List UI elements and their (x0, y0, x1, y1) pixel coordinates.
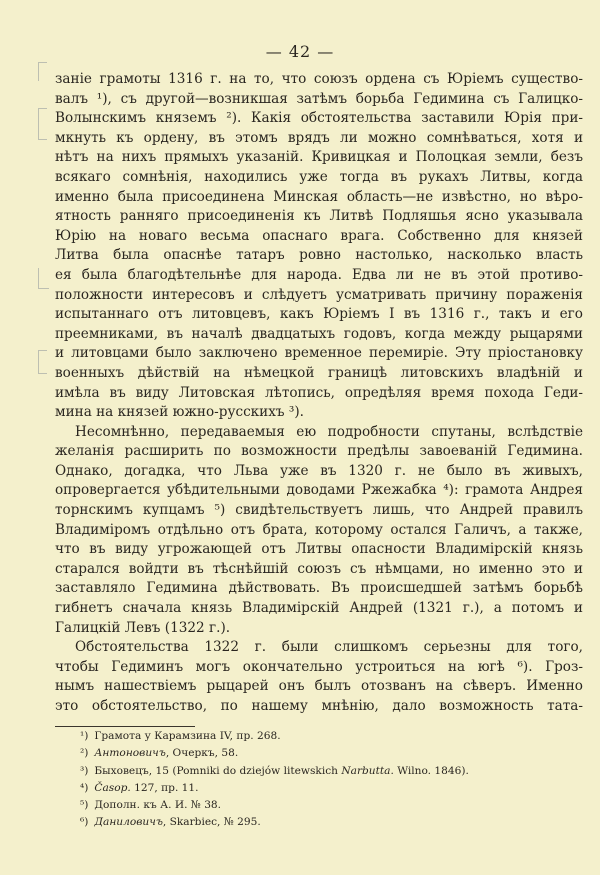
footnote-text: Časop. (94, 781, 131, 794)
text-line: испытаннаго отъ литовцевъ, какъ Юріемъ I въ 1316 г., такъ и его (55, 306, 583, 323)
footnote-text: Narbutta (341, 764, 391, 777)
footnote-text: . Wilno. 1846). (390, 764, 469, 777)
footnote (80, 814, 560, 831)
footnote-text: Даниловичъ (94, 816, 163, 829)
text-line: старался войдти въ тѣснѣйшій союзъ съ нѣмцами, но именно это и (55, 560, 583, 577)
text-line: Обстоятельства 1322 г. были слишкомъ серьезны для того, (75, 639, 583, 656)
footnotes (80, 728, 560, 832)
text-line: опровергается убѣдительными доводами Ржежабка ⁴): грамота Андрея (55, 482, 583, 499)
text-line: и литовцами было заключено временное перемиріе. Эту пріостановку (55, 345, 583, 362)
text-line: нѣтъ на нихъ прямыхъ указаній. Кривицкая и Полоцкая земли, безъ (55, 149, 583, 166)
footnote (80, 763, 560, 780)
text-line: Однако, догадка, что Льва уже въ 1320 г. не было въ живыхъ, (55, 462, 583, 479)
pencil-margin-mark (38, 268, 49, 289)
page-number: — 42 — (265, 42, 335, 61)
footnote (80, 728, 560, 745)
text-line: торнскимъ купцамъ ⁵) свидѣтельствуетъ лишь, что Андрей правилъ (55, 502, 583, 519)
footnote-text: 127, пр. 11. (130, 781, 199, 794)
text-line: желанія расширить по возможности предѣлы завоеваній Гедимина. (55, 443, 583, 460)
footnote-marker: ²) (80, 747, 89, 760)
text-line: чтобы Гедиминъ могъ окончательно устроиться на югѣ ⁶). Гроз- (55, 658, 583, 675)
text-line: нымъ нашествіемъ рыцарей онъ былъ отозванъ на сѣверъ. Именно (55, 678, 583, 695)
text-line: ея была благодѣтельнѣе для народа. Едва ли не въ этой противо- (55, 266, 583, 283)
footnote-marker: ⁴) (80, 781, 89, 794)
pencil-margin-mark (38, 108, 47, 140)
footnote-text: Грамота у Карамзина IV, пр. 268. (94, 730, 281, 742)
footnote-text: , Skarbiec, № 295. (162, 816, 261, 829)
text-line: заставляло Гедимина дѣйствовать. Въ происшедшей затѣмъ борьбѣ (55, 580, 583, 597)
text-line: военныхъ дѣйствій на нѣмецкой границѣ литовскихъ владѣній и (55, 364, 583, 381)
text-line: гибнетъ сначала князь Владимірскій Андрей (1321 г.), а потомъ и (55, 600, 583, 617)
footnote-text: Дополн. къ А. И. № 38. (94, 799, 222, 812)
footnote-text: Быховецъ, 15 (Pomniki do dziejów litewskich (94, 764, 342, 777)
text-line: мкнуть къ ордену, въ этомъ врядъ ли можно сомнѣваться, хотя и (55, 129, 583, 146)
text-line: Юрію на новаго весьма опаснаго врага. Собственно для князей (55, 227, 583, 244)
footnote-marker: ³) (80, 764, 89, 777)
text-line: ятность ранняго присоединенія къ Литвѣ Подляшья ясно указывала (55, 208, 583, 225)
text-line: Галицкій Левъ (1322 г.). (55, 619, 231, 636)
footnote-marker: ¹) (80, 730, 89, 742)
pencil-margin-mark (38, 62, 47, 81)
text-line: преемниками, въ началѣ двадцатыхъ годовъ, когда между рыцарями (55, 325, 583, 342)
pencil-margin-mark (38, 350, 47, 374)
text-line: всякаго сомнѣнія, находились уже тогда въ рукахъ Литвы, когда (55, 168, 583, 185)
text-line: Несомнѣнно, передаваемыя ею подробности спутаны, вслѣдствіе (75, 423, 583, 440)
text-line: Владиміромъ отдѣльно отъ брата, которому остался Галичъ, а также, (55, 521, 583, 538)
text-line: валъ ¹), съ другой—возникшая затѣмъ борьба Гедимина съ Галицко- (55, 90, 583, 107)
text-line: именно была присоединена Минская область—не извѣстно, но вѣро- (55, 188, 583, 205)
footnote (80, 745, 560, 762)
text-line: Волынскимъ княземъ ²). Какія обстоятельства заставили Юрія при- (55, 110, 583, 127)
text-line: заніе грамоты 1316 г. на то, что союзъ ордена съ Юріемъ существо- (55, 71, 583, 87)
footnote-text: Антоновичъ (94, 747, 166, 760)
main-text (55, 70, 583, 717)
text-line: положности интересовъ и слѣдуетъ усматривать причину пораженія (55, 286, 583, 303)
footnote-marker: ⁵) (80, 799, 89, 812)
text-line: это обстоятельство, по нашему мнѣнію, дало возможность тата- (55, 698, 583, 714)
text-line: мина на князей южно-русскихъ ³). (55, 404, 304, 421)
footnote (80, 797, 560, 814)
footnote-text: , Очеркъ, 58. (165, 747, 239, 760)
footnote-divider (55, 726, 195, 727)
footnote-marker: ⁶) (80, 816, 89, 829)
footnote (80, 780, 560, 797)
text-line: Литва была опаснѣе татаръ ровно настолько, насколько власть (55, 247, 583, 264)
text-line: что въ виду угрожающей отъ Литвы опасности Владимірскій князь (55, 541, 583, 558)
text-line: имѣла въ виду Литовская лѣтопись, опредѣляя время похода Геди- (55, 384, 583, 401)
